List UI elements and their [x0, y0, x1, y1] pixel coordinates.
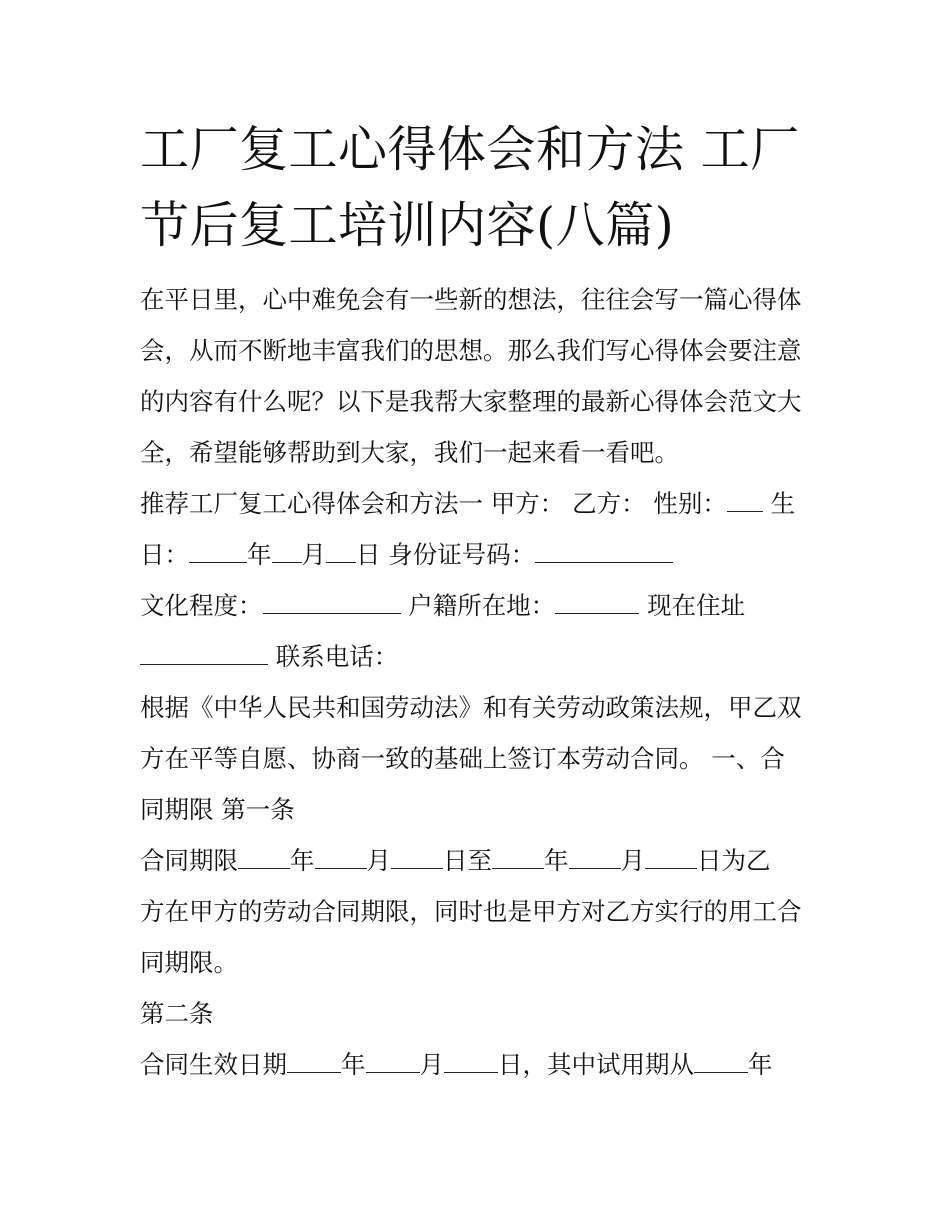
contract-intro-line-2: 方在平等自愿、协商一致的基础上签订本劳动合同。 一、合 — [140, 744, 785, 773]
form-line-4 — [140, 640, 398, 674]
trial-start-year-label: 年 — [748, 1050, 773, 1079]
hukou-blank — [555, 591, 639, 614]
term-start-month-label: 月 — [366, 846, 391, 875]
term-for-label: 日为乙 — [697, 846, 771, 875]
term-start-year-blank — [238, 846, 290, 869]
term-end-month-label: 月 — [620, 846, 645, 875]
hukou-label: 户籍所在地： — [400, 591, 556, 620]
article-2-line-1 — [140, 1048, 773, 1082]
intro-line-3: 的内容有什么呢？以下是我帮大家整理的最新心得体会范文大 — [140, 387, 802, 416]
birth-year-label: 年 — [247, 540, 272, 569]
address-label: 现在住址 — [639, 591, 746, 620]
term-end-day-blank — [645, 846, 697, 869]
effective-month-label: 月 — [419, 1050, 444, 1079]
term-line-1 — [140, 844, 771, 878]
birth-month-blank — [272, 540, 302, 563]
form-parties-label: 推荐工厂复工心得体会和方法一 甲方： 乙方： 性别： — [140, 489, 727, 518]
term-start-day-blank — [391, 846, 443, 869]
education-label: 文化程度： — [140, 591, 263, 620]
effective-month-blank — [366, 1050, 420, 1073]
id-number-blank — [535, 540, 673, 563]
intro-line-2: 会，从而不断地丰富我们的思想。那么我们写心得体会要注意 — [140, 336, 802, 365]
form-birth-start: 生 — [762, 489, 796, 518]
contract-intro-line-3: 同期限 第一条 — [140, 795, 295, 824]
birth-year-blank — [189, 540, 247, 563]
contract-intro-line-1: 根据《中华人民共和国劳动法》和有关劳动政策法规，甲乙双 — [140, 693, 802, 722]
term-end-year-blank — [492, 846, 544, 869]
address-blank — [140, 642, 268, 665]
trial-start-year-blank — [694, 1050, 748, 1073]
title-line-2: 节后复工培训内容(八篇) — [140, 197, 675, 254]
title-line-1: 工厂复工心得体会和方法 工厂 — [140, 121, 800, 178]
birth-label: 日： — [140, 540, 189, 569]
phone-label: 联系电话： — [268, 642, 399, 671]
term-start-year-label: 年 — [290, 846, 315, 875]
term-line-2: 方在甲方的劳动合同期限，同时也是甲方对乙方实行的用工合 — [140, 897, 802, 926]
form-line-3 — [140, 589, 745, 623]
effective-day-blank — [444, 1050, 498, 1073]
form-line-1 — [140, 487, 795, 521]
gender-blank — [727, 489, 763, 512]
term-start-month-blank — [315, 846, 367, 869]
form-line-2 — [140, 538, 673, 572]
birth-day-blank — [326, 540, 356, 563]
term-label: 合同期限 — [140, 846, 238, 875]
trial-period-label: 日，其中试用期从 — [498, 1050, 694, 1079]
term-to-label: 日至 — [443, 846, 492, 875]
effective-year-blank — [287, 1050, 341, 1073]
term-end-year-label: 年 — [544, 846, 569, 875]
birth-month-label: 月 — [301, 540, 326, 569]
term-line-3: 同期限。 — [140, 948, 238, 977]
document-title — [140, 112, 820, 264]
intro-line-1: 在平日里，心中难免会有一些新的想法，往往会写一篇心得体 — [140, 285, 802, 314]
effective-date-label: 合同生效日期 — [140, 1050, 287, 1079]
education-blank — [263, 591, 401, 614]
id-number-label: 日 身份证号码： — [356, 540, 536, 569]
intro-line-4: 全，希望能够帮助到大家，我们一起来看一看吧。 — [140, 438, 679, 467]
article-2-heading: 第二条 — [140, 999, 214, 1028]
term-end-month-blank — [569, 846, 621, 869]
effective-year-label: 年 — [341, 1050, 366, 1079]
